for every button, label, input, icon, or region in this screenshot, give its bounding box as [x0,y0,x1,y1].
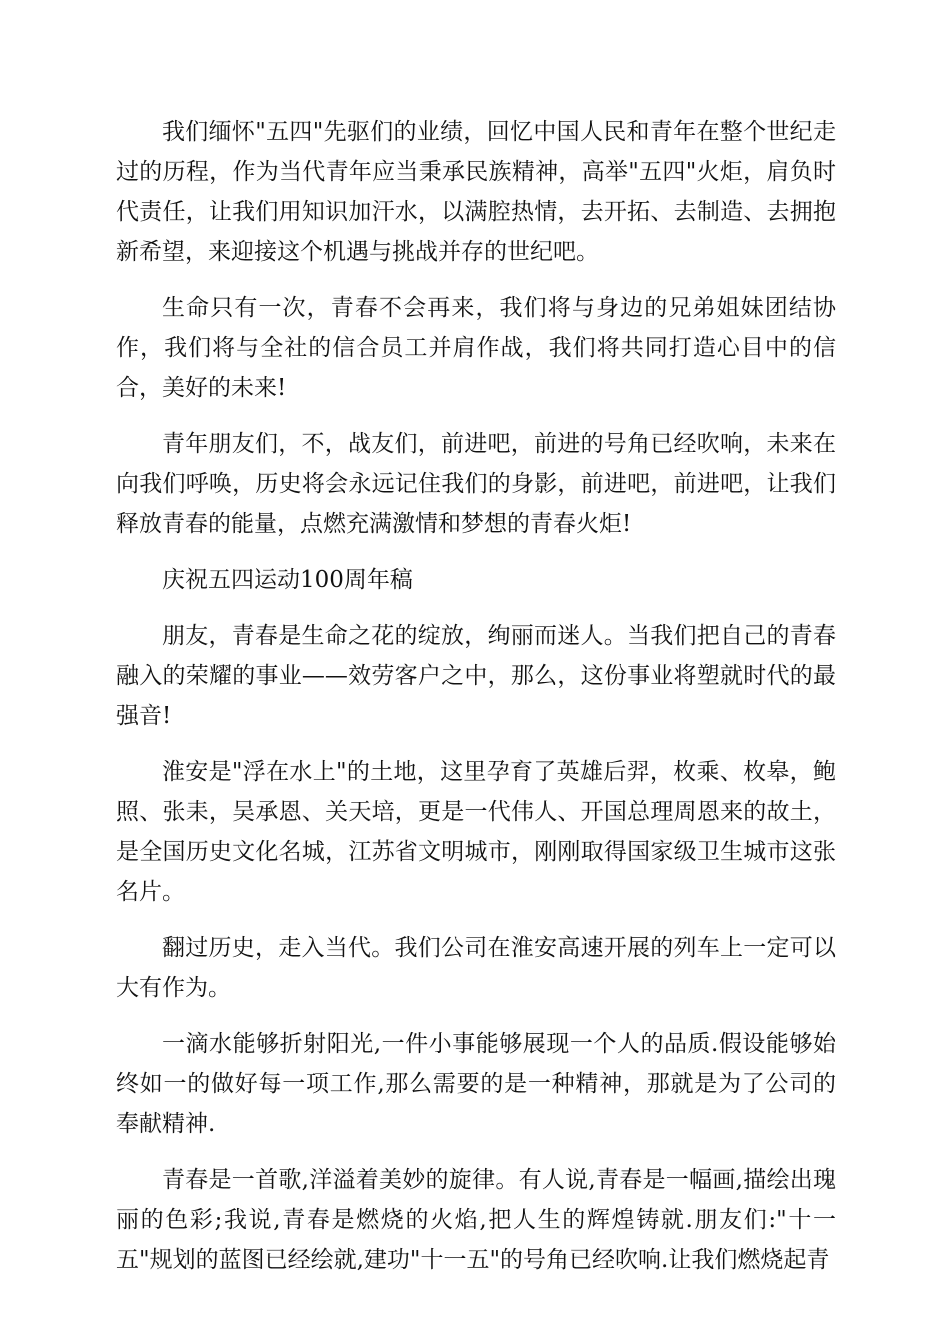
paragraph-8: 青春是一首歌,洋溢着美妙的旋律。有人说,青春是一幅画,描绘出瑰丽的色彩;我说,青春是燃烧的火焰,把人生的辉煌铸就.朋友们:"十一五"规划的蓝图已经绘就,建功"十一五"的号角已经吹响.让我们燃烧起青 [116,1167,836,1273]
section-heading: 庆祝五四运动100周年稿 [162,567,413,593]
document-body [116,112,836,1296]
paragraph-6: 翻过历史，走入当代。我们公司在淮安高速开展的列车上一定可以大有作为。 [116,935,836,1001]
paragraph-2: 生命只有一次，青春不会再来，我们将与身边的兄弟姐妹团结协作，我们将与全社的信合员工并肩作战，我们将共同打造心目中的信合，美好的未来! [116,295,836,401]
paragraph-3: 青年朋友们，不，战友们，前进吧，前进的号角已经吹响，未来在向我们呼唤，历史将会永远记住我们的身影，前进吧，前进吧，让我们释放青春的能量，点燃充满激情和梦想的青春火炬! [116,431,836,537]
paragraph-5: 淮安是"浮在水上"的土地，这里孕育了英雄后羿，枚乘、枚皋，鲍照、张耒，吴承恩、关天培，更是一代伟人、开国总理周恩来的故土，是全国历史文化名城，江苏省文明城市，刚刚取得国家级卫生城市这张名片。 [116,759,836,905]
paragraph-1: 我们缅怀"五四"先驱们的业绩，回忆中国人民和青年在整个世纪走过的历程，作为当代青年应当秉承民族精神，高举"五四"火炬，肩负时代责任，让我们用知识加汗水，以满腔热情，去开拓、去制造、去拥抱新希望，来迎接这个机遇与挑战并存的世纪吧。 [116,119,836,265]
paragraph-4: 朋友，青春是生命之花的绽放，绚丽而迷人。当我们把自己的青春融入的荣耀的事业——效劳客户之中，那么，这份事业将塑就时代的最强音! [116,623,836,729]
paragraph-7: 一滴水能够折射阳光,一件小事能够展现一个人的品质.假设能够始终如一的做好每一项工作,那么需要的是一种精神，那就是为了公司的奉献精神. [116,1031,836,1137]
